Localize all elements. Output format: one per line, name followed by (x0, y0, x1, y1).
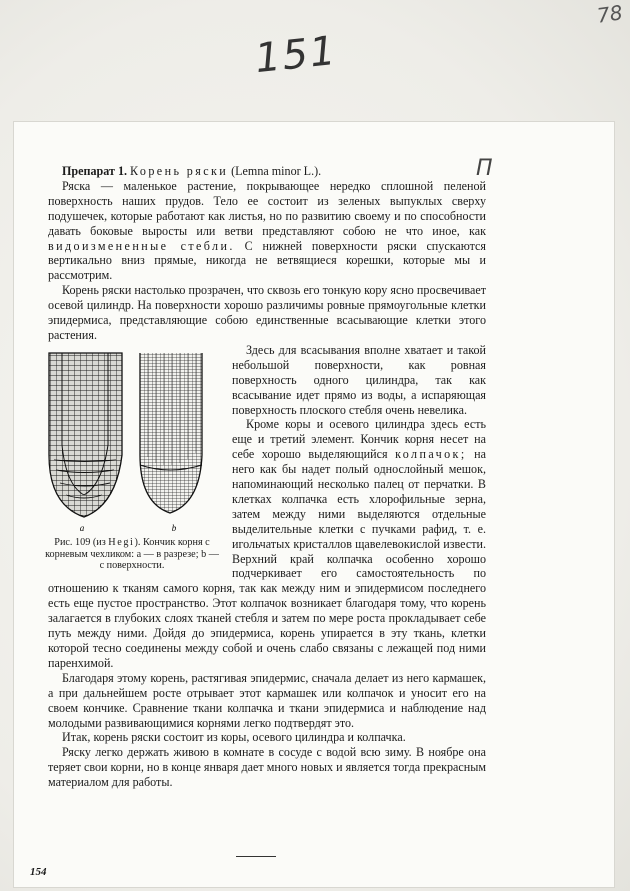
paragraph-pocket: Благодаря этому корень, растягивая эпидермис, сначала делает из него кармашек, а при дальнейшем росте отрывает этот кармашек или колпачок и уносит его на своем кончике. Сравнение ткани колпачка и ткани эпидермиса и наблюдение над молодыми развивающимися корнями легко подтвердят это. (48, 670, 486, 730)
root-section-drawing (49, 353, 122, 517)
root-surface-drawing (140, 353, 202, 513)
heading-latin: (Lemna minor L.). (231, 164, 322, 178)
figure-root-tip (44, 345, 220, 572)
handwritten-page-number: 151 (252, 27, 340, 83)
figure-label-a: a (79, 522, 85, 533)
figure-label-b: b (171, 522, 177, 533)
paragraph-absorption: Здесь для всасывания вполне хватает и такой небольшой поверхности, как ровная поверхность одного цилиндра, так как всасывание идет прямо из воды, а испаряющая поверхность плоского стебля очень невелика. (232, 342, 486, 417)
figure-caption: Рис. 109 (из Hegi). Кончик корня с корневым чехликом: a — в разрезе; b — с поверхности. (45, 536, 219, 572)
handwritten-margin-mark: П (476, 156, 493, 181)
page-number: 154 (30, 866, 47, 878)
root-tip-illustration (44, 345, 220, 535)
handwritten-corner-number: 78 (595, 0, 624, 28)
section-heading (48, 164, 486, 179)
paragraph-root-cap: Кроме коры и осевого цилиндра здесь есть еще и третий элемент. Кончик корня несет на себе хорошо выделяющийся колпачок; на него как бы надет полый однослойный мешок, напоминающий несколько палец от перчатки. В клетках колпачка есть хлорофильные зерна, затем между ними выделяются отдельные выделительные клетки с пучками рафид, т. е. игольчатых кристаллов щавелевокислой извести. Верхний край колпачка особенно хорошо подчеркивает его самостоятельность по отношению к тканям самого корня, так как между ним и эпидермисом последнего есть еще пустое пространство. Этот колпачок возникает благодаря тому, что корень залагается в глубоких слоях тканей стебля и затем по мере роста прокладывает себе путь между ними. Дойдя до эпидермиса, корень упирается в эту ткань, клетки которой тесно соединены между собой и очень слабо связаны с лежащей под ними паренхимой. (48, 417, 486, 670)
paragraph-root-transparency: Корень ряски настолько прозрачен, что сквозь его тонкую кору ясно просвечивает осевой цилиндр. На поверхности хорошо различимы ровные прямоугольные клетки эпидермиса, представляющие собою единственные всасывающие клетки этого растения. (48, 283, 486, 342)
paragraph-intro: Ряска — маленькое растение, покрывающее нередко сплошной пеленой поверхность наших прудов. Тело ее состоит из зеленых выпуклых сверху подушечек, которые работают как листья, но по развитию своему и по способности давать боковые выросты или ветви представляют собою не что иное, как видоизмененные стебли. С нижней поверхности ряски спускаются вертикально вниз прямые, никогда не ветвящиеся корешки, которые мы и рассмотрим. (48, 178, 486, 283)
footer-rule (236, 856, 276, 857)
paragraph-keeping: Ряску легко держать живою в комнате в сосуде с водой всю зиму. В ноябре она теряет свои корни, но в конце января дает много новых и является тогда прекрасным материалом для работы. (48, 745, 486, 790)
heading-label: Препарат 1. (62, 164, 128, 178)
paragraph-summary: Итак, корень ряски состоит из коры, осевого цилиндра и колпачка. (62, 730, 406, 745)
emphasis-root-cap: колпачок; (395, 447, 467, 462)
caption-author: Hegi (108, 536, 135, 548)
heading-title: Корень ряски (130, 164, 229, 178)
body-text (45, 164, 486, 790)
figure-text-wrap (45, 342, 486, 671)
emphasis-modified-stems: видоизмененные стебли. (48, 238, 235, 253)
